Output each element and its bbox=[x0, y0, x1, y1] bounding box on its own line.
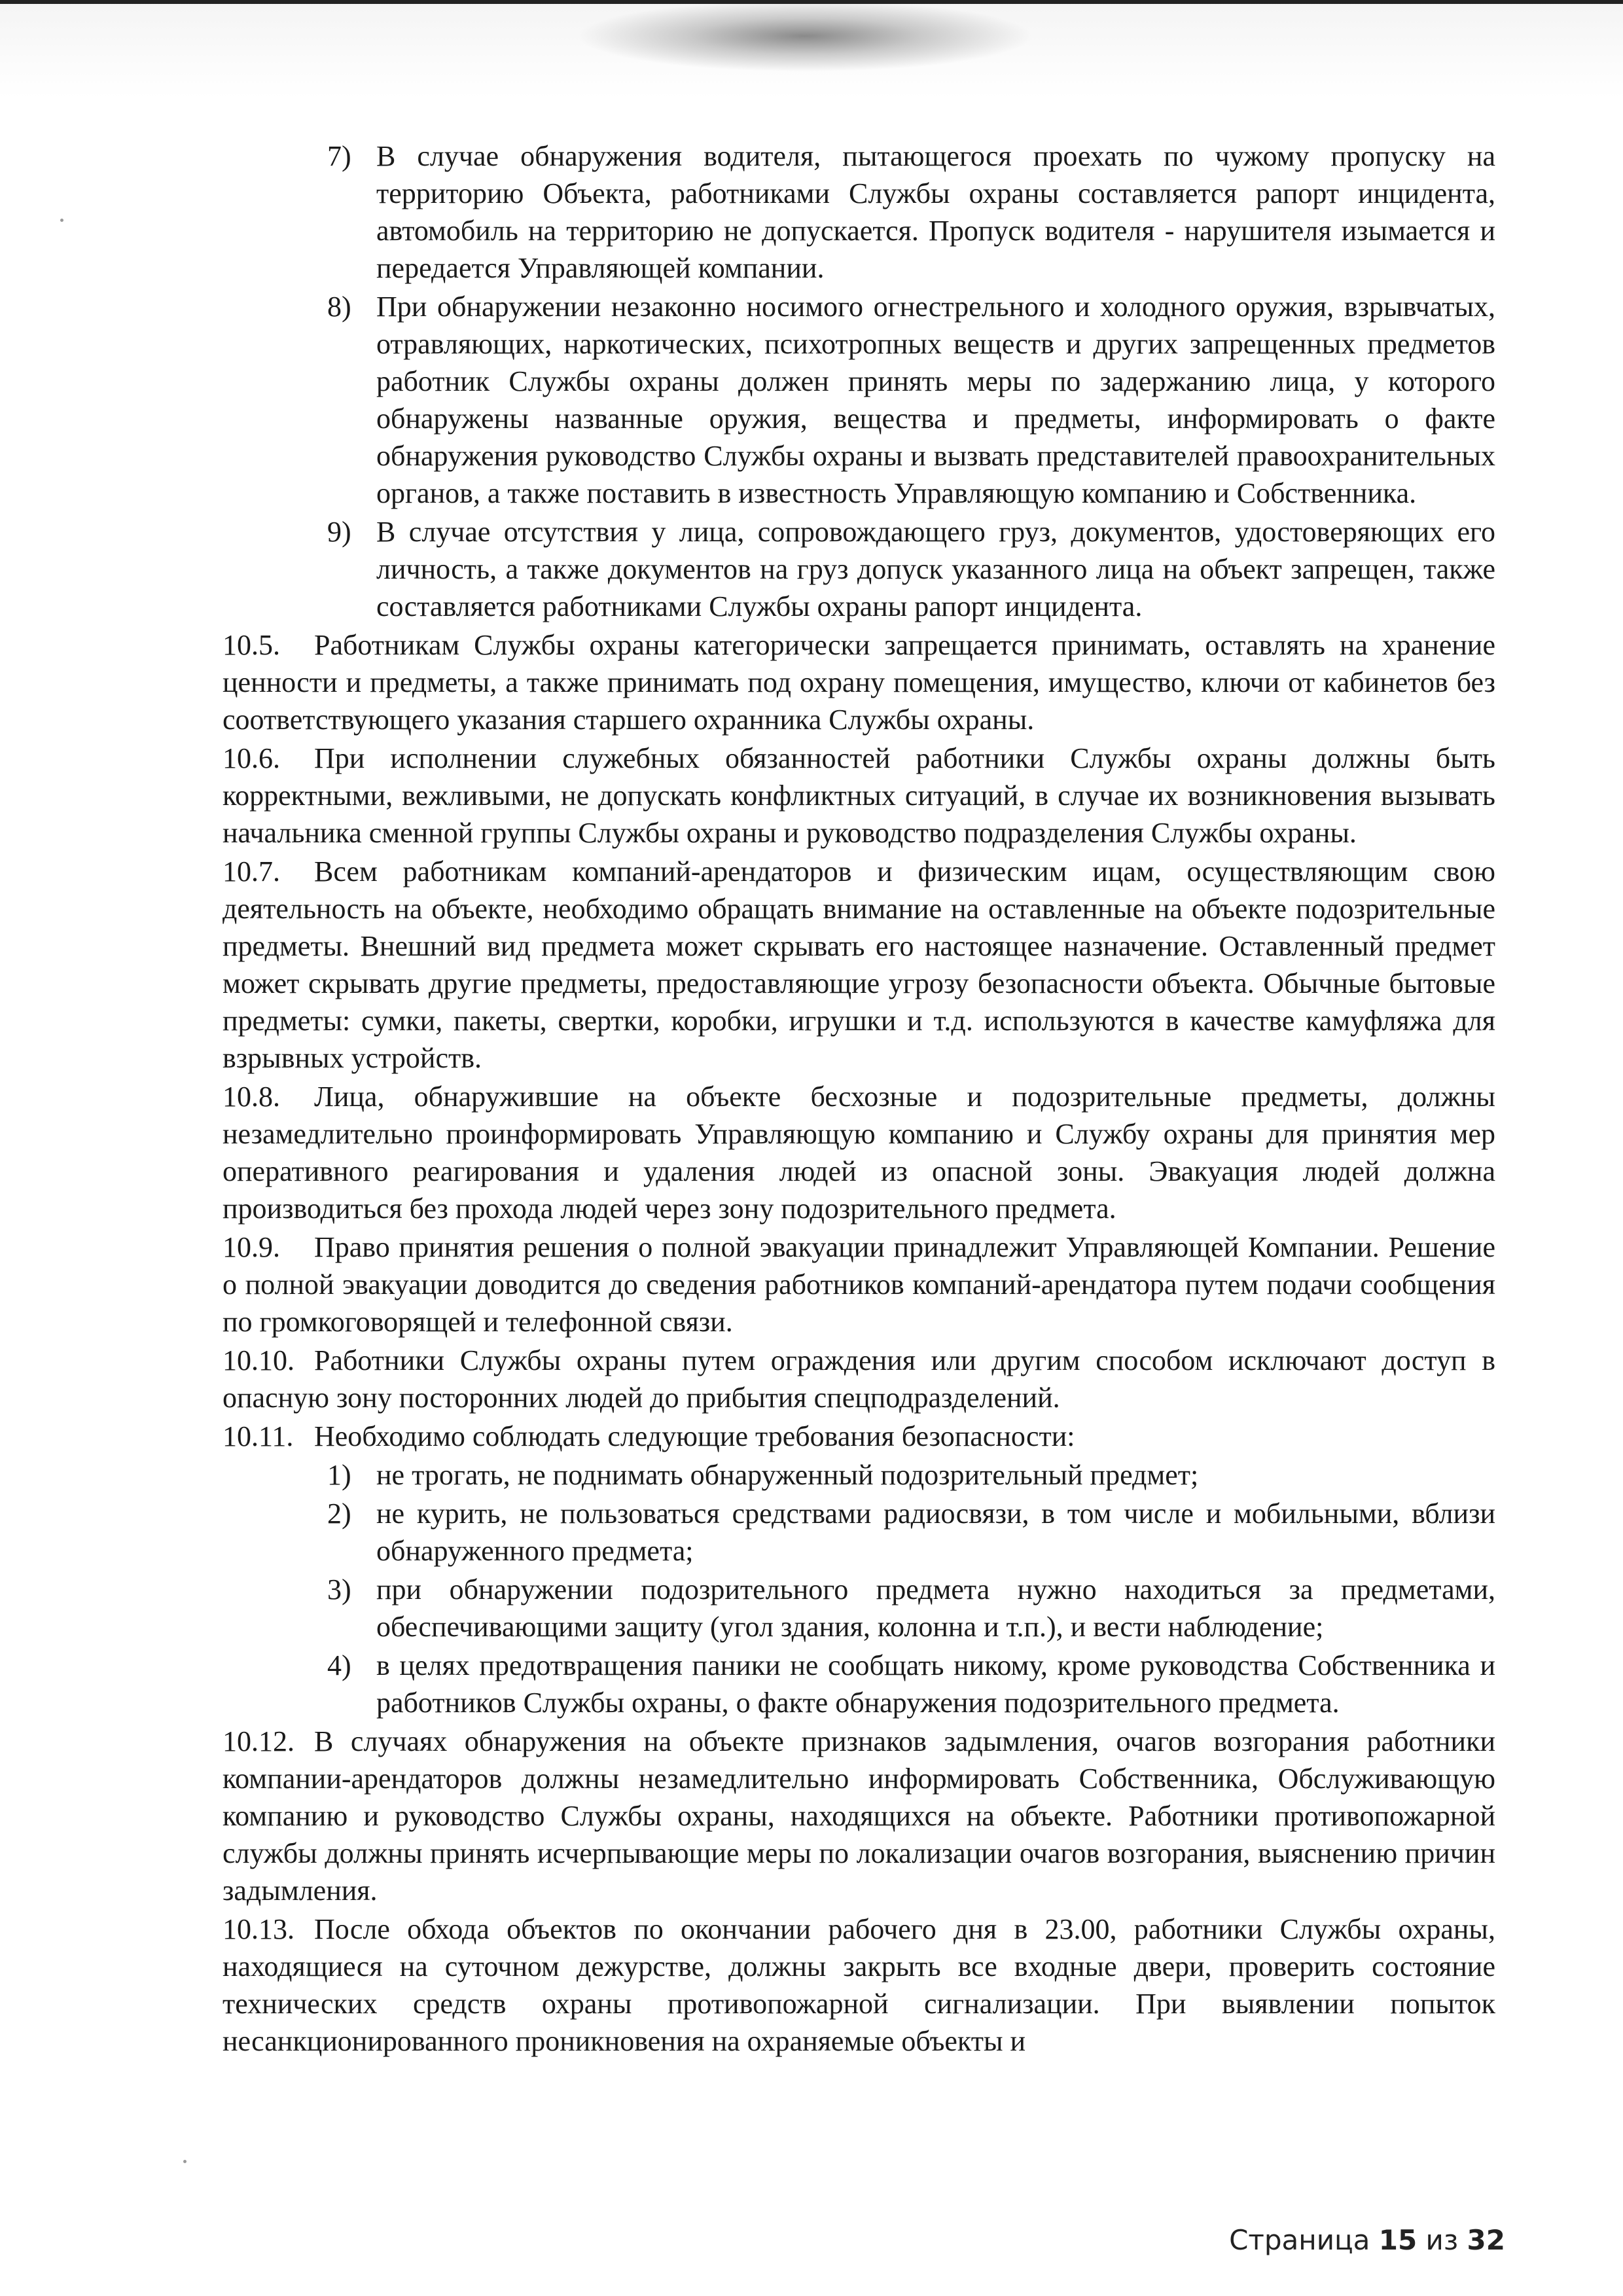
list-item bbox=[223, 1495, 1495, 1570]
paragraph-text: В случаях обнаружения на объекте признаков задымления, очагов возгорания работники компании-арендаторов должны незамедлительно информировать Собственника, Обслуживающую компанию и руководство Службы охраны, находящихся на объекте. Работники противопожарной службы должны принять исчерпывающие меры по локализации очагов возгорания, выяснению причин задымления. bbox=[223, 1725, 1495, 1907]
section-paragraph bbox=[223, 1723, 1495, 1909]
list-item-text: В случае отсутствия у лица, сопровождающего груз, документов, удостоверяющих его личность, а также документов на груз допуск указанного лица на объект запрещен, также составляется работниками Службы охраны рапорт инцидента. bbox=[376, 516, 1495, 622]
paragraph-number: 10.8. bbox=[223, 1081, 280, 1113]
list-item-number: 1) bbox=[327, 1459, 351, 1491]
paragraph-number: 10.9. bbox=[223, 1231, 280, 1263]
section-paragraph bbox=[223, 853, 1495, 1077]
scan-smudge bbox=[576, 0, 1034, 72]
list-item-text: В случае обнаружения водителя, пытающегося проехать по чужому пропуску на территорию Объекта, работниками Службы охраны составляется рапорт инцидента, автомобиль на территорию не допускается. Пропуск водителя - нарушителя изымается и передается Управляющей компании. bbox=[376, 140, 1495, 284]
current-page: 15 bbox=[1378, 2224, 1418, 2256]
section-paragraph bbox=[223, 1078, 1495, 1227]
paragraph-number: 10.5. bbox=[223, 629, 280, 661]
list-item-text: При обнаружении незаконно носимого огнестрельного и холодного оружия, взрывчатых, отравляющих, наркотических, психотропных веществ и других запрещенных предметов работник Службы охраны должен принять меры по задержанию лица, у которого обнаружены названные оружия, вещества и предметы, информировать о факте обнаружения руководство Службы охраны и вызвать представителей правоохранительных органов, а также поставить в известность Управляющую компанию и Собственника. bbox=[376, 291, 1495, 509]
paragraph-number: 10.12. bbox=[223, 1725, 294, 1757]
list-item-text: при обнаружении подозрительного предмета нужно находиться за предметами, обеспечивающими защиту (угол здания, колонна и т.п.), и вести наблюдение; bbox=[376, 1573, 1495, 1643]
list-item-text: в целях предотвращения паники не сообщать никому, кроме руководства Собственника и работников Службы охраны, о факте обнаружения подозрительного предмета. bbox=[376, 1649, 1495, 1719]
section-paragraph bbox=[223, 1342, 1495, 1416]
list-item-number: 2) bbox=[327, 1498, 351, 1530]
scan-edge bbox=[0, 0, 1623, 4]
paragraph-text: Необходимо соблюдать следующие требования безопасности: bbox=[314, 1420, 1075, 1452]
paragraph-text: После обхода объектов по окончании рабочего дня в 23.00, работники Службы охраны, находящиеся на суточном дежурстве, должны закрыть все входные двери, проверить состояние технических средств охраны противопожарной сигнализации. При выявлении попыток несанкционированного проникновения на охраняемые объекты и bbox=[223, 1913, 1495, 2057]
section-paragraph bbox=[223, 1910, 1495, 2060]
list-item bbox=[223, 288, 1495, 512]
list-item bbox=[223, 137, 1495, 287]
paragraph-number: 10.10. bbox=[223, 1344, 294, 1376]
list-item bbox=[223, 1456, 1495, 1494]
paragraph-text: Лица, обнаружившие на объекте бесхозные и подозрительные предметы, должны незамедлительно проинформировать Управляющую компанию и Службу охраны для принятия мер оперативного реагирования и удаления людей из опасной зоны. Эвакуация людей должна производиться без прохода людей через зону подозрительного предмета. bbox=[223, 1081, 1495, 1225]
page-separator: из bbox=[1425, 2224, 1459, 2256]
list-item-number: 4) bbox=[327, 1649, 351, 1681]
paragraph-number: 10.7. bbox=[223, 855, 280, 888]
paragraph-text: Работники Службы охраны путем ограждения или другим способом исключают доступ в опасную зону посторонних людей до прибытия спецподразделений. bbox=[223, 1344, 1495, 1414]
paragraph-number: 10.6. bbox=[223, 742, 280, 774]
list-item-number: 3) bbox=[327, 1573, 351, 1605]
section-paragraph bbox=[223, 740, 1495, 852]
list-item-number: 8) bbox=[327, 291, 351, 323]
paragraph-text: Всем работникам компаний-арендаторов и физическим ицам, осуществляющим свою деятельность на объекте, необходимо обращать внимание на оставленные на объекте подозрительные предметы. Внешний вид предмета может скрывать его настоящее назначение. Оставленный предмет может скрывать другие предметы, предоставляющие угрозу безопасности объекта. Обычные бытовые предметы: сумки, пакеты, свертки, коробки, игрушки и т.д. используются в качестве камуфляжа для взрывных устройств. bbox=[223, 855, 1495, 1074]
list-item bbox=[223, 1647, 1495, 1721]
page-number-footer bbox=[1229, 2224, 1505, 2256]
paragraph-text: Право принятия решения о полной эвакуации принадлежит Управляющей Компании. Решение о полной эвакуации доводится до сведения работников компаний-арендатора путем подачи сообщения по громкоговорящей и телефонной связи. bbox=[223, 1231, 1495, 1338]
list-item-number: 9) bbox=[327, 516, 351, 548]
list-item-text: не трогать, не поднимать обнаруженный подозрительный предмет; bbox=[376, 1459, 1199, 1491]
total-pages: 32 bbox=[1467, 2224, 1505, 2256]
scan-speck bbox=[60, 219, 63, 222]
section-paragraph bbox=[223, 1418, 1495, 1455]
section-paragraph bbox=[223, 1229, 1495, 1340]
paragraph-number: 10.11. bbox=[223, 1420, 294, 1452]
document-body bbox=[223, 137, 1495, 2061]
list-item bbox=[223, 1571, 1495, 1645]
section-paragraph bbox=[223, 626, 1495, 738]
paragraph-number: 10.13. bbox=[223, 1913, 294, 1945]
list-item-text: не курить, не пользоваться средствами радиосвязи, в том числе и мобильными, вблизи обнаруженного предмета; bbox=[376, 1498, 1495, 1567]
paragraph-text: Работникам Службы охраны категорически запрещается принимать, оставлять на хранение ценности и предметы, а также принимать под охрану помещения, имущество, ключи от кабинетов без соответствующего указания старшего охранника Службы охраны. bbox=[223, 629, 1495, 736]
scan-speck bbox=[183, 2160, 187, 2163]
list-item bbox=[223, 513, 1495, 625]
paragraph-text: При исполнении служебных обязанностей работники Службы охраны должны быть корректными, вежливыми, не допускать конфликтных ситуаций, в случае их возникновения вызывать начальника сменной группы Службы охраны и руководство подразделения Службы охраны. bbox=[223, 742, 1495, 849]
list-item-number: 7) bbox=[327, 140, 351, 172]
page-label: Страница bbox=[1229, 2224, 1370, 2256]
